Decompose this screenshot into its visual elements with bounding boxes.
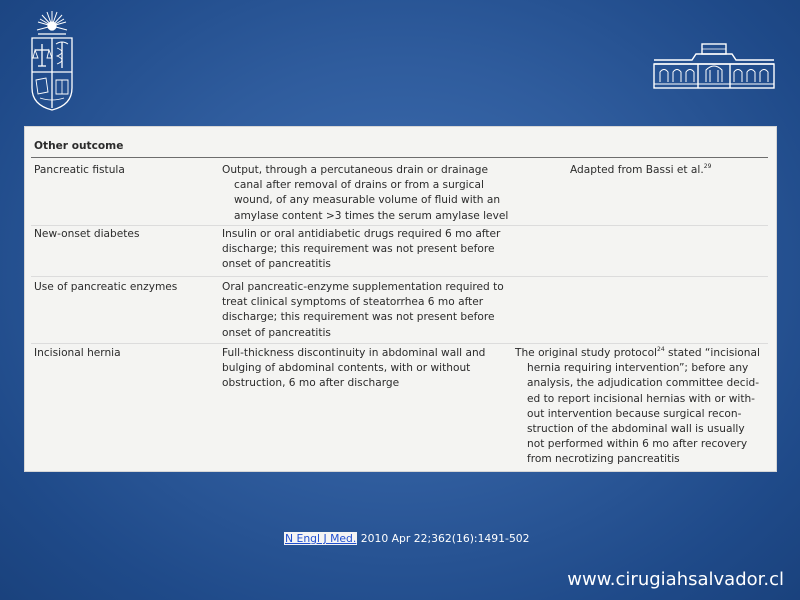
definition-line: bulging of abdominal contents, with or without	[222, 362, 471, 375]
note-line	[570, 163, 800, 178]
definition-line: onset of pancreatitis	[222, 326, 331, 339]
outcome-table	[24, 126, 777, 472]
note-text: The original study protocol	[515, 347, 657, 359]
note-line: struction of the abdominal wall is usually	[527, 423, 745, 436]
definition-pancreatic-fistula	[222, 163, 512, 224]
row-divider	[31, 225, 768, 226]
definition-line: obstruction, 6 mo after discharge	[222, 377, 400, 390]
row-divider	[31, 276, 768, 277]
note-pancreatic-fistula	[570, 163, 800, 178]
definition-line: onset of pancreatitis	[222, 258, 331, 271]
note-line: analysis, the adjudication committee decid-	[527, 377, 760, 390]
note-line: from necrotizing pancreatitis	[527, 453, 680, 466]
header-divider	[31, 157, 768, 158]
note-line: hernia requiring intervention”; before any	[527, 362, 749, 375]
reference-superscript: 29	[703, 163, 712, 170]
journal-link[interactable]: N Engl J Med.	[285, 532, 357, 545]
definition-line: Full-thickness discontinuity in abdominal wall and	[222, 347, 486, 359]
reference-superscript: 24	[657, 346, 665, 353]
university-crest-logo	[26, 8, 78, 112]
note-line: ed to report incisional hernias with or with-	[527, 392, 756, 405]
note-incisional-hernia	[515, 346, 775, 468]
definition-line: Output, through a percutaneous drain or drainage	[222, 164, 489, 176]
definition-line: treat clinical symptoms of steatorrhea 6 mo after	[222, 296, 484, 309]
definition-line: canal after removal of drains or from a surgical	[234, 179, 484, 192]
citation	[284, 532, 530, 545]
outcome-label-new-onset-diabetes: New-onset diabetes	[34, 228, 140, 240]
table-header-title: Other outcome	[34, 140, 124, 152]
definition-line: amylase content >3 times the serum amylase level	[234, 209, 509, 222]
note-line: out intervention because surgical recon-	[527, 407, 742, 420]
definition-incisional-hernia	[222, 346, 512, 392]
definition-line: discharge; this requirement was not present before	[222, 311, 495, 324]
hospital-building-logo	[652, 40, 776, 92]
definition-line: discharge; this requirement was not present before	[222, 243, 495, 256]
definition-use-of-pancreatic-enzymes	[222, 280, 512, 341]
note-text: Adapted from Bassi et al.	[570, 164, 704, 176]
note-text: stated “incisional	[664, 347, 760, 359]
definition-line: Oral pancreatic-enzyme supplementation required to	[222, 281, 504, 293]
citation-details: 2010 Apr 22;362(16):1491-502	[357, 532, 530, 545]
definition-new-onset-diabetes	[222, 227, 512, 273]
outcome-label-incisional-hernia: Incisional hernia	[34, 347, 121, 359]
note-line	[515, 346, 775, 361]
outcome-label-pancreatic-fistula: Pancreatic fistula	[34, 164, 125, 176]
row-divider	[31, 343, 768, 344]
definition-line: wound, of any measurable volume of fluid with an	[234, 194, 501, 207]
website-url: www.cirugiahsalvador.cl	[567, 569, 784, 590]
outcome-label-use-of-pancreatic-enzymes: Use of pancreatic enzymes	[34, 281, 178, 293]
note-line: not performed within 6 mo after recovery	[527, 438, 748, 451]
definition-line: Insulin or oral antidiabetic drugs required 6 mo after	[222, 228, 501, 240]
